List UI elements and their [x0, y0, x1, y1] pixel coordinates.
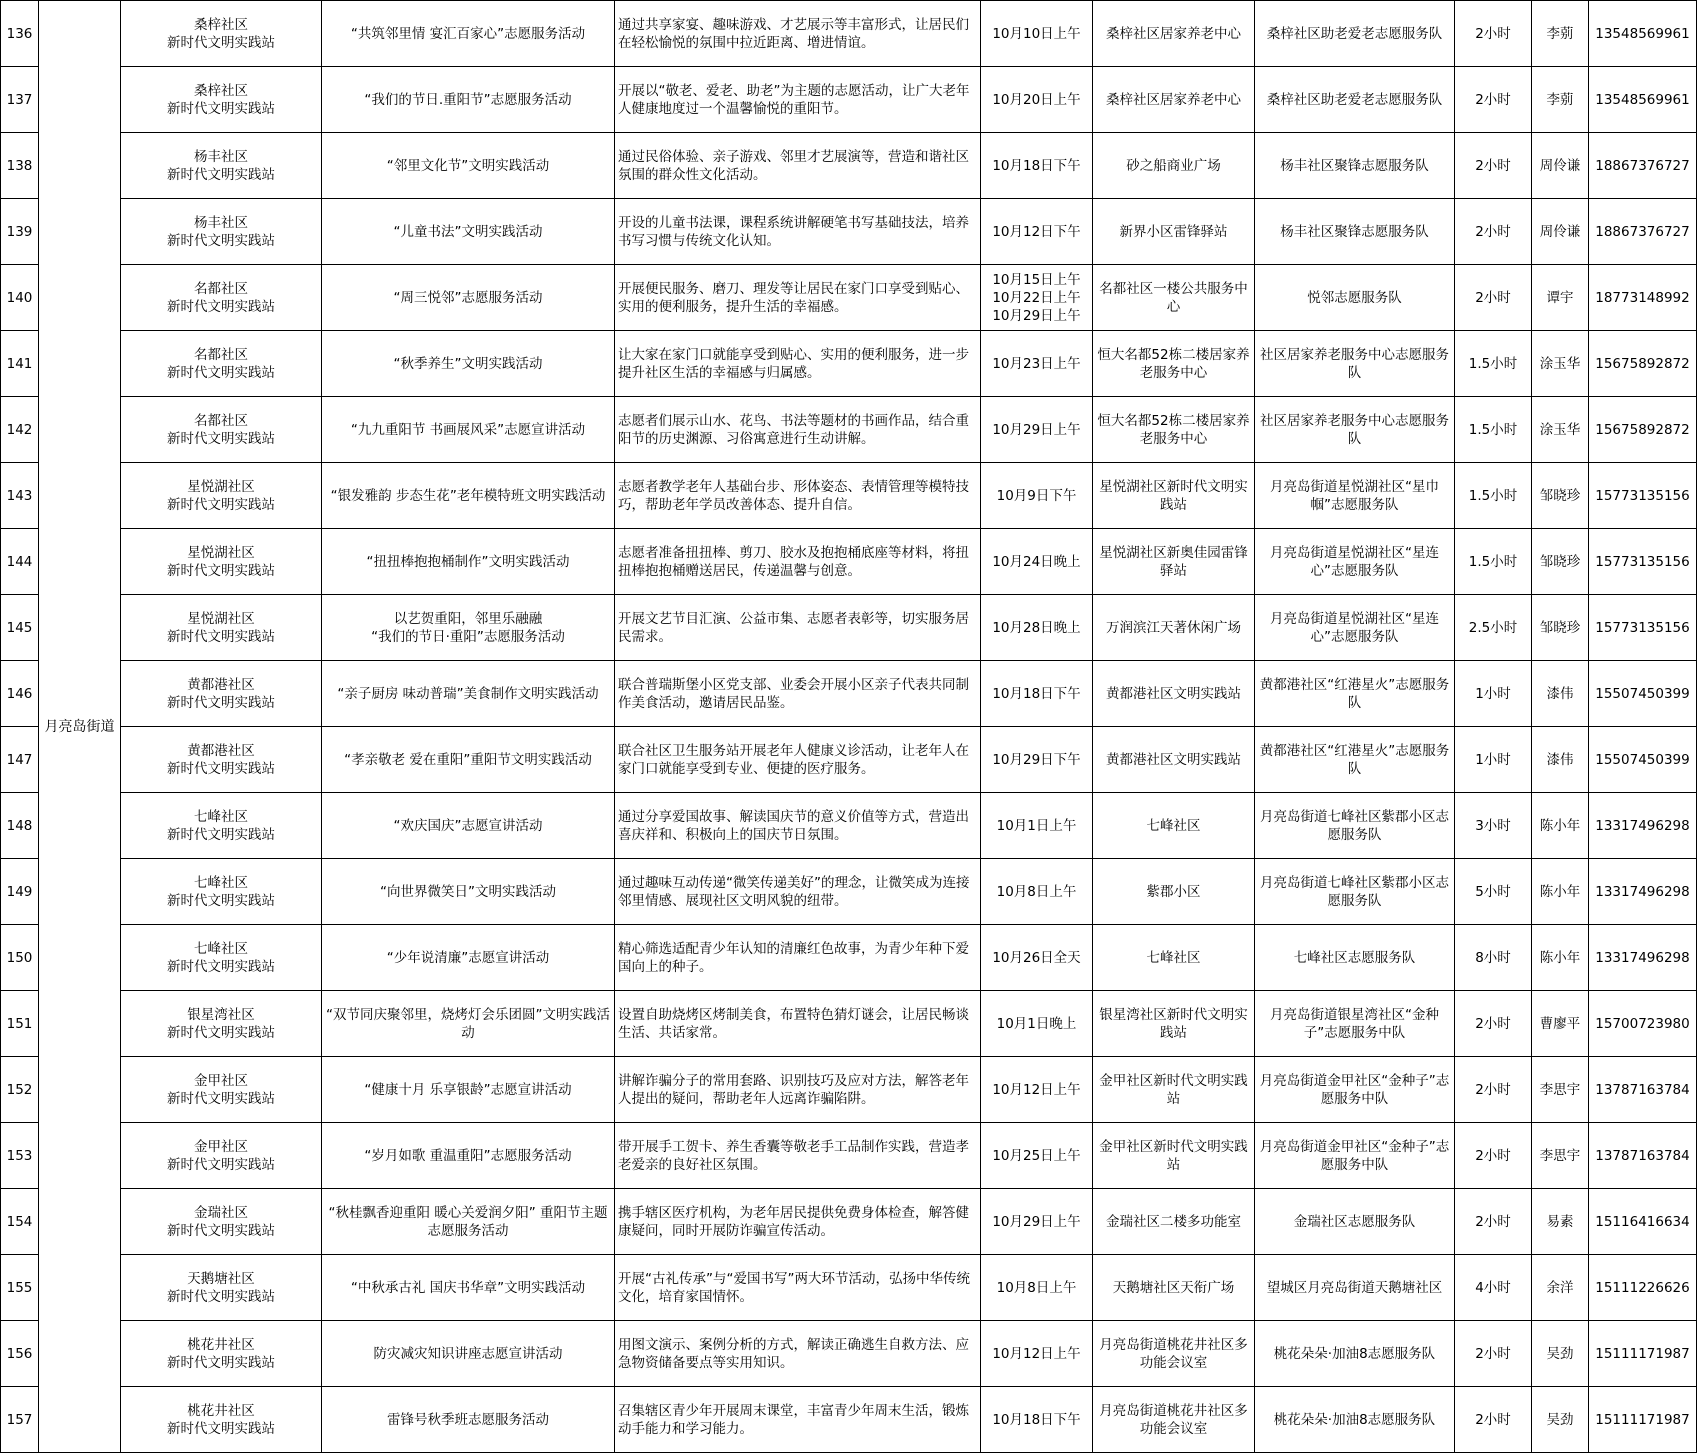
contact-person: 余洋	[1532, 1255, 1589, 1321]
activity-description: 志愿者们展示山水、花鸟、书法等题材的书画作品，结合重阳节的历史渊源、习俗寓意进行生动讲解。	[615, 397, 981, 463]
table-row	[1, 133, 1697, 199]
duration: 2小时	[1455, 1057, 1532, 1123]
activity-description: 联合社区卫生服务站开展老年人健康义诊活动，让老年人在家门口就能享受到专业、便捷的医疗服务。	[615, 727, 981, 793]
volunteer-team: 月亮岛街道七峰社区紫郡小区志愿服务队	[1255, 793, 1455, 859]
practice-station: 黄都港社区 新时代文明实践站	[121, 727, 322, 793]
activity-time: 10月12日下午	[981, 199, 1093, 265]
contact-person: 陈小年	[1532, 925, 1589, 991]
contact-person: 李思宇	[1532, 1123, 1589, 1189]
contact-person: 吴劲	[1532, 1321, 1589, 1387]
activity-time: 10月8日上午	[981, 1255, 1093, 1321]
activity-time: 10月18日下午	[981, 133, 1093, 199]
contact-person: 李思宇	[1532, 1057, 1589, 1123]
duration: 1.5小时	[1455, 331, 1532, 397]
contact-phone: 15675892872	[1589, 331, 1697, 397]
contact-person: 李莂	[1532, 1, 1589, 67]
contact-phone: 13317496298	[1589, 925, 1697, 991]
row-number: 138	[1, 133, 39, 199]
activity-name: “岁月如歌 重温重阳”志愿服务活动	[322, 1123, 615, 1189]
activity-place: 黄都港社区文明实践站	[1093, 661, 1255, 727]
activity-name: 防灾减灾知识讲座志愿宣讲活动	[322, 1321, 615, 1387]
row-number: 141	[1, 331, 39, 397]
practice-station: 名都社区 新时代文明实践站	[121, 331, 322, 397]
row-number: 150	[1, 925, 39, 991]
table-row	[1, 595, 1697, 661]
activity-place: 黄都港社区文明实践站	[1093, 727, 1255, 793]
activity-description: 开展文艺节目汇演、公益市集、志愿者表彰等，切实服务居民需求。	[615, 595, 981, 661]
activity-time: 10月23日上午	[981, 331, 1093, 397]
table-row	[1, 1387, 1697, 1453]
volunteer-team: 桑梓社区助老爱老志愿服务队	[1255, 67, 1455, 133]
activity-place: 万润滨江天著休闲广场	[1093, 595, 1255, 661]
activity-place: 金瑞社区二楼多功能室	[1093, 1189, 1255, 1255]
practice-station: 星悦湖社区 新时代文明实践站	[121, 529, 322, 595]
activity-description: 开展“古礼传承”与“爱国书写”两大环节活动，弘扬中华传统文化，培育家国情怀。	[615, 1255, 981, 1321]
practice-station: 杨丰社区 新时代文明实践站	[121, 133, 322, 199]
volunteer-team: 社区居家养老服务中心志愿服务队	[1255, 397, 1455, 463]
duration: 2小时	[1455, 199, 1532, 265]
activity-time: 10月26日全天	[981, 925, 1093, 991]
contact-phone: 13787163784	[1589, 1057, 1697, 1123]
contact-phone: 13548569961	[1589, 1, 1697, 67]
row-number: 148	[1, 793, 39, 859]
row-number: 146	[1, 661, 39, 727]
table-row	[1, 859, 1697, 925]
volunteer-team: 金瑞社区志愿服务队	[1255, 1189, 1455, 1255]
contact-phone: 13787163784	[1589, 1123, 1697, 1189]
contact-phone: 15507450399	[1589, 727, 1697, 793]
contact-phone: 15111171987	[1589, 1321, 1697, 1387]
practice-station: 天鹅塘社区 新时代文明实践站	[121, 1255, 322, 1321]
practice-station: 桃花井社区 新时代文明实践站	[121, 1321, 322, 1387]
activity-description: 设置自助烧烤区烤制美食，布置特色猜灯谜会，让居民畅谈生活、共话家常。	[615, 991, 981, 1057]
contact-person: 周伶谦	[1532, 199, 1589, 265]
practice-station: 七峰社区 新时代文明实践站	[121, 859, 322, 925]
activity-time: 10月12日上午	[981, 1057, 1093, 1123]
volunteer-team: 黄都港社区“红港星火”志愿服务队	[1255, 727, 1455, 793]
activity-name: “中秋承古礼 国庆书华章”文明实践活动	[322, 1255, 615, 1321]
duration: 1.5小时	[1455, 397, 1532, 463]
activity-description: 精心筛选适配青少年认知的清廉红色故事，为青少年种下爱国向上的种子。	[615, 925, 981, 991]
activity-time: 10月9日下午	[981, 463, 1093, 529]
activity-name: “向世界微笑日”文明实践活动	[322, 859, 615, 925]
row-number: 136	[1, 1, 39, 67]
table-row	[1, 661, 1697, 727]
activity-name: “银发雅韵 步态生花”老年模特班文明实践活动	[322, 463, 615, 529]
activity-description: 联合普瑞斯堡小区党支部、业委会开展小区亲子代表共同制作美食活动，邀请居民品鉴。	[615, 661, 981, 727]
practice-station: 七峰社区 新时代文明实践站	[121, 793, 322, 859]
activity-time: 10月12日上午	[981, 1321, 1093, 1387]
volunteer-team: 杨丰社区聚锋志愿服务队	[1255, 133, 1455, 199]
street-name: 月亮岛街道	[39, 1, 121, 1453]
contact-person: 周伶谦	[1532, 133, 1589, 199]
activity-time: 10月15日上午 10月22日上午 10月29日上午	[981, 265, 1093, 331]
practice-station: 杨丰社区 新时代文明实践站	[121, 199, 322, 265]
row-number: 157	[1, 1387, 39, 1453]
activity-place: 银星湾社区新时代文明实践站	[1093, 991, 1255, 1057]
volunteer-team: 月亮岛街道金甲社区“金种子”志愿服务中队	[1255, 1123, 1455, 1189]
contact-person: 曹廖平	[1532, 991, 1589, 1057]
activity-name: “双节同庆聚邻里，烧烤灯会乐团圆”文明实践活动	[322, 991, 615, 1057]
activity-place: 恒大名都52栋二楼居家养老服务中心	[1093, 397, 1255, 463]
duration: 1小时	[1455, 727, 1532, 793]
contact-person: 邹晓珍	[1532, 595, 1589, 661]
practice-station: 金瑞社区 新时代文明实践站	[121, 1189, 322, 1255]
contact-phone: 15773135156	[1589, 595, 1697, 661]
contact-phone: 18773148992	[1589, 265, 1697, 331]
duration: 4小时	[1455, 1255, 1532, 1321]
activity-time: 10月1日晚上	[981, 991, 1093, 1057]
activity-name: “秋桂飘香迎重阳 暖心关爱润夕阳” 重阳节主题志愿服务活动	[322, 1189, 615, 1255]
activity-place: 天鹅塘社区天衔广场	[1093, 1255, 1255, 1321]
table-row	[1, 1189, 1697, 1255]
table-row	[1, 1321, 1697, 1387]
contact-person: 谭宇	[1532, 265, 1589, 331]
table-row	[1, 1, 1697, 67]
activity-place: 七峰社区	[1093, 925, 1255, 991]
activity-place: 砂之船商业广场	[1093, 133, 1255, 199]
practice-station: 桃花井社区 新时代文明实践站	[121, 1387, 322, 1453]
practice-station: 星悦湖社区 新时代文明实践站	[121, 595, 322, 661]
contact-phone: 15507450399	[1589, 661, 1697, 727]
table-row	[1, 463, 1697, 529]
duration: 2小时	[1455, 133, 1532, 199]
contact-phone: 13317496298	[1589, 859, 1697, 925]
contact-person: 漆伟	[1532, 727, 1589, 793]
practice-station: 金甲社区 新时代文明实践站	[121, 1057, 322, 1123]
row-number: 156	[1, 1321, 39, 1387]
contact-person: 涂玉华	[1532, 331, 1589, 397]
row-number: 142	[1, 397, 39, 463]
row-number: 154	[1, 1189, 39, 1255]
contact-person: 李莂	[1532, 67, 1589, 133]
volunteer-team: 月亮岛街道星悦湖社区“星连心”志愿服务队	[1255, 529, 1455, 595]
activity-name: “孝亲敬老 爱在重阳”重阳节文明实践活动	[322, 727, 615, 793]
activity-place: 金甲社区新时代文明实践站	[1093, 1057, 1255, 1123]
activity-place: 月亮岛街道桃花井社区多功能会议室	[1093, 1321, 1255, 1387]
table-row	[1, 793, 1697, 859]
activity-time: 10月29日下午	[981, 727, 1093, 793]
activity-description: 召集辖区青少年开展周末课堂，丰富青少年周末生活，锻炼动手能力和学习能力。	[615, 1387, 981, 1453]
contact-phone: 13548569961	[1589, 67, 1697, 133]
contact-phone: 18867376727	[1589, 133, 1697, 199]
activity-time: 10月10日上午	[981, 1, 1093, 67]
row-number: 153	[1, 1123, 39, 1189]
activity-time: 10月8日上午	[981, 859, 1093, 925]
contact-phone: 15773135156	[1589, 529, 1697, 595]
row-number: 152	[1, 1057, 39, 1123]
volunteer-team: 社区居家养老服务中心志愿服务队	[1255, 331, 1455, 397]
activity-name: “少年说清廉”志愿宣讲活动	[322, 925, 615, 991]
table-row	[1, 529, 1697, 595]
contact-person: 易素	[1532, 1189, 1589, 1255]
activity-name: “亲子厨房 味动普瑞”美食制作文明实践活动	[322, 661, 615, 727]
practice-station: 桑梓社区 新时代文明实践站	[121, 1, 322, 67]
volunteer-team: 月亮岛街道银星湾社区“金种子”志愿服务中队	[1255, 991, 1455, 1057]
activity-description: 开设的儿童书法课，课程系统讲解硬笔书写基础技法，培养书写习惯与传统文化认知。	[615, 199, 981, 265]
activity-place: 月亮岛街道桃花井社区多功能会议室	[1093, 1387, 1255, 1453]
activity-name: 以艺贺重阳，邻里乐融融 “我们的节日·重阳”志愿服务活动	[322, 595, 615, 661]
contact-person: 漆伟	[1532, 661, 1589, 727]
activity-name: “儿童书法”文明实践活动	[322, 199, 615, 265]
practice-station: 七峰社区 新时代文明实践站	[121, 925, 322, 991]
table-row	[1, 1255, 1697, 1321]
activity-description: 通过共享家宴、趣味游戏、才艺展示等丰富形式，让居民们在轻松愉悦的氛围中拉近距离、增进情谊。	[615, 1, 981, 67]
activity-name: “周三悦邻”志愿服务活动	[322, 265, 615, 331]
duration: 3小时	[1455, 793, 1532, 859]
practice-station: 名都社区 新时代文明实践站	[121, 397, 322, 463]
row-number: 140	[1, 265, 39, 331]
table-row	[1, 727, 1697, 793]
duration: 2.5小时	[1455, 595, 1532, 661]
table-row	[1, 925, 1697, 991]
practice-station: 名都社区 新时代文明实践站	[121, 265, 322, 331]
practice-station: 金甲社区 新时代文明实践站	[121, 1123, 322, 1189]
activity-name: “共筑邻里情 宴汇百家心”志愿服务活动	[322, 1, 615, 67]
activity-description: 带开展手工贺卡、养生香囊等敬老手工品制作实践，营造孝老爱亲的良好社区氛围。	[615, 1123, 981, 1189]
activity-description: 志愿者准备扭扭棒、剪刀、胶水及抱抱桶底座等材料，将扭扭棒抱抱桶赠送居民，传递温馨与创意。	[615, 529, 981, 595]
practice-station: 黄都港社区 新时代文明实践站	[121, 661, 322, 727]
activity-place: 新界小区雷锋驿站	[1093, 199, 1255, 265]
duration: 2小时	[1455, 265, 1532, 331]
activity-time: 10月29日上午	[981, 1189, 1093, 1255]
activity-name: “欢庆国庆”志愿宣讲活动	[322, 793, 615, 859]
activity-name: 雷锋号秋季班志愿服务活动	[322, 1387, 615, 1453]
volunteer-team: 月亮岛街道七峰社区紫郡小区志愿服务队	[1255, 859, 1455, 925]
table-row	[1, 265, 1697, 331]
volunteer-team: 望城区月亮岛街道天鹅塘社区	[1255, 1255, 1455, 1321]
activity-time: 10月20日上午	[981, 67, 1093, 133]
activity-description: 让大家在家门口就能享受到贴心、实用的便利服务，进一步提升社区生活的幸福感与归属感。	[615, 331, 981, 397]
duration: 2小时	[1455, 67, 1532, 133]
contact-person: 吴劲	[1532, 1387, 1589, 1453]
volunteer-team: 桃花朵朵·加油8志愿服务队	[1255, 1321, 1455, 1387]
activity-time: 10月24日晚上	[981, 529, 1093, 595]
volunteer-team: 月亮岛街道金甲社区“金种子”志愿服务中队	[1255, 1057, 1455, 1123]
table-row	[1, 67, 1697, 133]
activity-time: 10月1日上午	[981, 793, 1093, 859]
duration: 2小时	[1455, 1123, 1532, 1189]
table-row	[1, 331, 1697, 397]
table-row	[1, 397, 1697, 463]
duration: 2小时	[1455, 1189, 1532, 1255]
volunteer-team: 七峰社区志愿服务队	[1255, 925, 1455, 991]
practice-station: 桑梓社区 新时代文明实践站	[121, 67, 322, 133]
activity-place: 恒大名都52栋二楼居家养老服务中心	[1093, 331, 1255, 397]
activity-description: 通过趣味互动传递“微笑传递美好”的理念，让微笑成为连接邻里情感、展现社区文明风貌的纽带。	[615, 859, 981, 925]
row-number: 149	[1, 859, 39, 925]
duration: 2小时	[1455, 1321, 1532, 1387]
table-row	[1, 1123, 1697, 1189]
activity-description: 志愿者教学老年人基础台步、形体姿态、表情管理等模特技巧，帮助老年学员改善体态、提升自信。	[615, 463, 981, 529]
contact-phone: 15773135156	[1589, 463, 1697, 529]
activity-description: 开展便民服务、磨刀、理发等让居民在家门口享受到贴心、实用的便利服务，提升生活的幸福感。	[615, 265, 981, 331]
row-number: 144	[1, 529, 39, 595]
contact-person: 涂玉华	[1532, 397, 1589, 463]
row-number: 147	[1, 727, 39, 793]
duration: 2小时	[1455, 991, 1532, 1057]
contact-phone: 15111171987	[1589, 1387, 1697, 1453]
activity-description: 携手辖区医疗机构，为老年居民提供免费身体检查，解答健康疑问，同时开展防诈骗宣传活动。	[615, 1189, 981, 1255]
contact-phone: 13317496298	[1589, 793, 1697, 859]
activity-time: 10月29日上午	[981, 397, 1093, 463]
activity-time: 10月25日上午	[981, 1123, 1093, 1189]
contact-phone: 15700723980	[1589, 991, 1697, 1057]
practice-station: 星悦湖社区 新时代文明实践站	[121, 463, 322, 529]
contact-phone: 18867376727	[1589, 199, 1697, 265]
duration: 1.5小时	[1455, 529, 1532, 595]
activity-time: 10月18日下午	[981, 661, 1093, 727]
activity-time: 10月28日晚上	[981, 595, 1093, 661]
activity-time: 10月18日下午	[981, 1387, 1093, 1453]
contact-person: 邹晓珍	[1532, 529, 1589, 595]
activity-name: “九九重阳节 书画展风采”志愿宣讲活动	[322, 397, 615, 463]
activity-place: 七峰社区	[1093, 793, 1255, 859]
table-row	[1, 991, 1697, 1057]
activity-description: 用图文演示、案例分析的方式，解读正确逃生自救方法、应急物资储备要点等实用知识。	[615, 1321, 981, 1387]
duration: 8小时	[1455, 925, 1532, 991]
activity-place: 桑梓社区居家养老中心	[1093, 1, 1255, 67]
table-row	[1, 1057, 1697, 1123]
activity-place: 紫郡小区	[1093, 859, 1255, 925]
activity-place: 星悦湖社区新奥佳园雷锋驿站	[1093, 529, 1255, 595]
volunteer-team: 杨丰社区聚锋志愿服务队	[1255, 199, 1455, 265]
contact-phone: 15116416634	[1589, 1189, 1697, 1255]
activity-name: “秋季养生”文明实践活动	[322, 331, 615, 397]
volunteer-team: 黄都港社区“红港星火”志愿服务队	[1255, 661, 1455, 727]
table-row	[1, 199, 1697, 265]
duration: 5小时	[1455, 859, 1532, 925]
activity-place: 名都社区一楼公共服务中心	[1093, 265, 1255, 331]
activity-name: “扭扭棒抱抱桶制作”文明实践活动	[322, 529, 615, 595]
activity-name: “邻里文化节”文明实践活动	[322, 133, 615, 199]
contact-phone: 15111226626	[1589, 1255, 1697, 1321]
volunteer-team: 桑梓社区助老爱老志愿服务队	[1255, 1, 1455, 67]
contact-phone: 15675892872	[1589, 397, 1697, 463]
activity-description: 通过民俗体验、亲子游戏、邻里才艺展演等，营造和谐社区氛围的群众性文化活动。	[615, 133, 981, 199]
row-number: 143	[1, 463, 39, 529]
activity-description: 开展以“敬老、爱老、助老”为主题的志愿活动，让广大老年人健康地度过一个温馨愉悦的重阳节。	[615, 67, 981, 133]
activity-place: 桑梓社区居家养老中心	[1093, 67, 1255, 133]
duration: 1.5小时	[1455, 463, 1532, 529]
activity-name: “我们的节日.重阳节”志愿服务活动	[322, 67, 615, 133]
activity-place: 星悦湖社区新时代文明实践站	[1093, 463, 1255, 529]
practice-station: 银星湾社区 新时代文明实践站	[121, 991, 322, 1057]
contact-person: 邹晓珍	[1532, 463, 1589, 529]
row-number: 151	[1, 991, 39, 1057]
volunteer-team: 悦邻志愿服务队	[1255, 265, 1455, 331]
volunteer-team: 月亮岛街道星悦湖社区“星巾帼”志愿服务队	[1255, 463, 1455, 529]
volunteer-team: 桃花朵朵·加油8志愿服务队	[1255, 1387, 1455, 1453]
activity-name: “健康十月 乐享银龄”志愿宣讲活动	[322, 1057, 615, 1123]
row-number: 155	[1, 1255, 39, 1321]
duration: 1小时	[1455, 661, 1532, 727]
duration: 2小时	[1455, 1387, 1532, 1453]
activity-place: 金甲社区新时代文明实践站	[1093, 1123, 1255, 1189]
row-number: 137	[1, 67, 39, 133]
contact-person: 陈小年	[1532, 859, 1589, 925]
row-number: 145	[1, 595, 39, 661]
contact-person: 陈小年	[1532, 793, 1589, 859]
duration: 2小时	[1455, 1, 1532, 67]
activity-description: 讲解诈骗分子的常用套路、识别技巧及应对方法，解答老年人提出的疑问，帮助老年人远离诈骗陷阱。	[615, 1057, 981, 1123]
volunteer-team: 月亮岛街道星悦湖社区“星连心”志愿服务队	[1255, 595, 1455, 661]
row-number: 139	[1, 199, 39, 265]
activity-description: 通过分享爱国故事、解读国庆节的意义价值等方式，营造出喜庆祥和、积极向上的国庆节日氛围。	[615, 793, 981, 859]
